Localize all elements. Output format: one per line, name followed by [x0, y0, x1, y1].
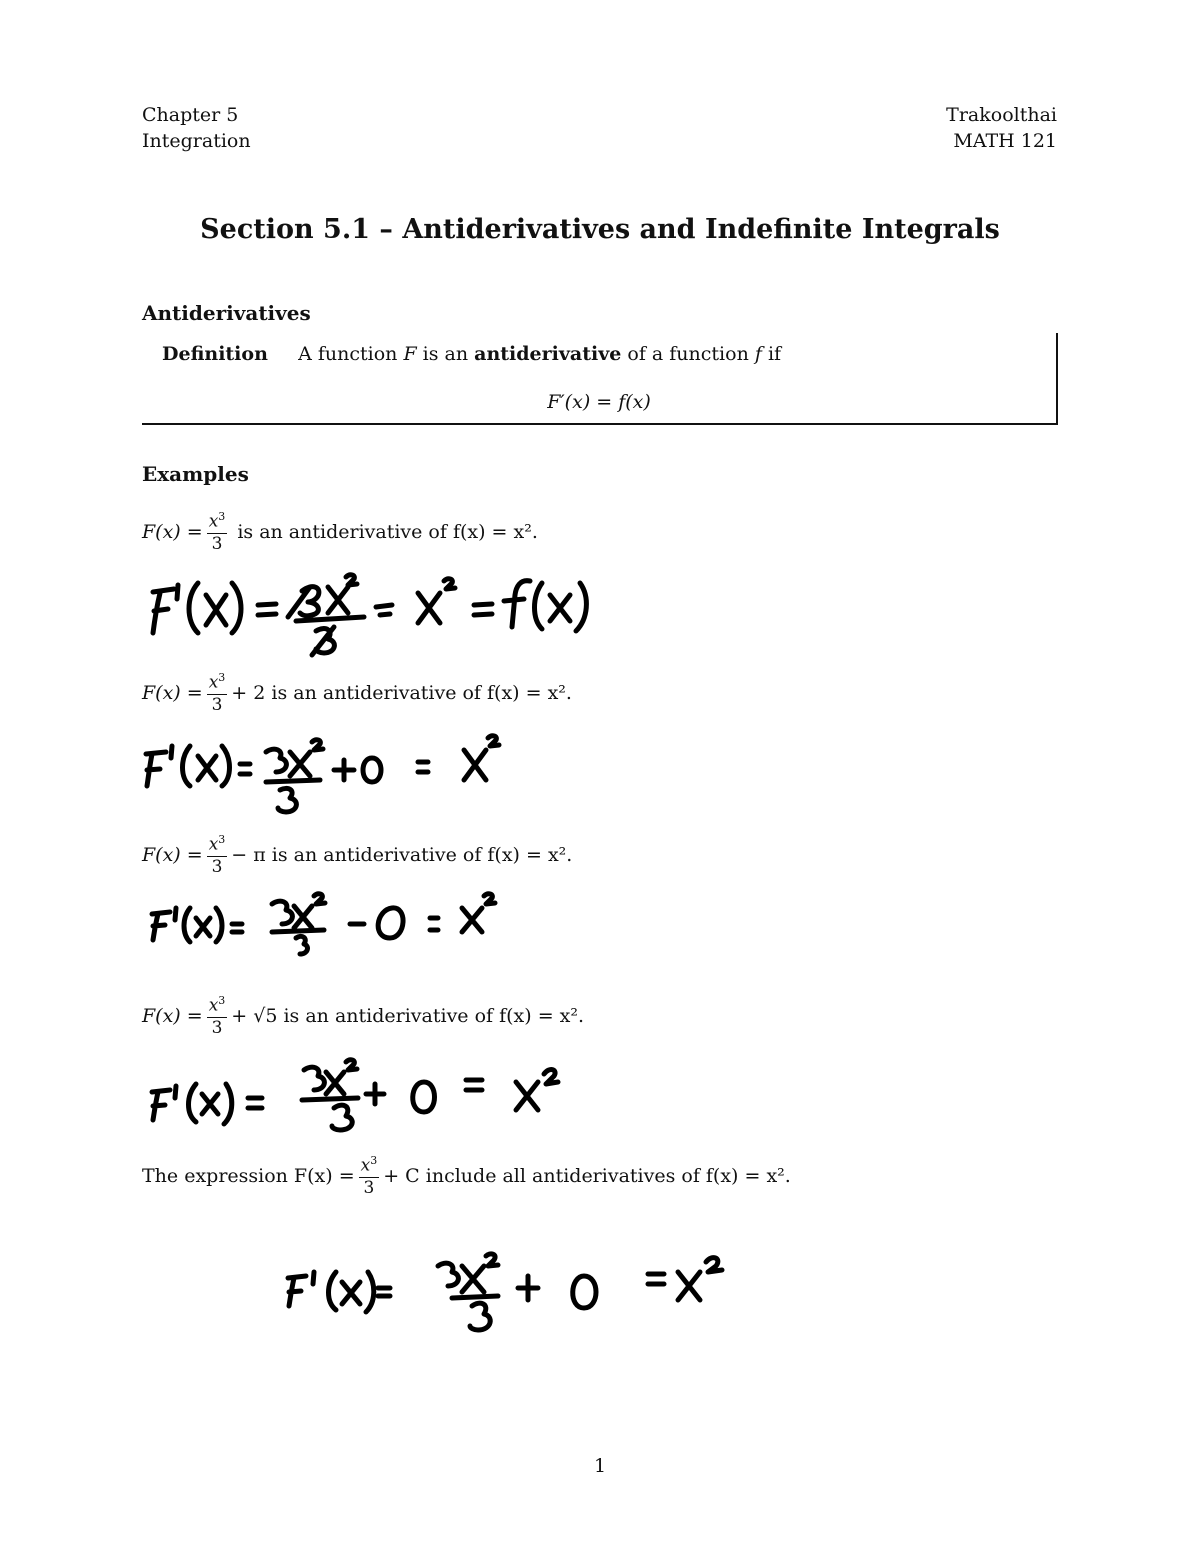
example-2-fraction: [207, 672, 228, 714]
definition-text-mid: is an: [416, 343, 475, 365]
definition-box: [142, 333, 1058, 425]
definition-statement: [162, 343, 781, 365]
example-3-den: 3: [211, 856, 223, 877]
general-exp: 3: [370, 1154, 378, 1167]
example-1-den: 3: [211, 533, 223, 554]
example-3-fraction: [207, 834, 228, 876]
example-1-rest: is an antiderivative of f(x) = x².: [237, 520, 538, 543]
example-3: [142, 834, 572, 876]
definition-var-F: F: [403, 343, 417, 365]
definition-text-before: A function: [298, 343, 404, 365]
example-2-lhs: F(x) =: [142, 681, 203, 704]
section-heading: Antiderivatives: [142, 301, 311, 325]
page-title: Section 5.1 – Antiderivatives and Indefinite Integrals: [200, 214, 1000, 245]
example-4-exp: 3: [218, 994, 226, 1007]
general-before: The expression F(x) =: [142, 1164, 355, 1187]
course-code: MATH 121: [953, 130, 1057, 152]
general-num: x: [360, 1155, 371, 1176]
handwritten-derivative-3: [146, 890, 516, 960]
general-den: 3: [363, 1177, 375, 1198]
example-2-den: 3: [211, 694, 223, 715]
chapter-topic: Integration: [142, 130, 251, 152]
author-name: Trakoolthai: [946, 104, 1057, 126]
example-1-exp: 3: [218, 510, 226, 523]
example-2-num: x: [208, 672, 219, 693]
definition-formula: F′(x) = f(x): [547, 391, 651, 413]
definition-text-after: of a function: [621, 343, 755, 365]
example-4-extra: + √5: [231, 1004, 278, 1027]
example-1-lhs: F(x) =: [142, 520, 203, 543]
example-3-rest: is an antiderivative of f(x) = x².: [271, 843, 573, 866]
example-2-exp: 3: [218, 671, 226, 684]
example-3-lhs: F(x) =: [142, 843, 203, 866]
example-3-extra: − π: [231, 843, 266, 866]
general-rest: include all antiderivatives of f(x) = x².: [425, 1164, 791, 1187]
handwritten-derivative-4: [146, 1060, 566, 1140]
example-1-num: x: [208, 511, 219, 532]
example-3-exp: 3: [218, 833, 226, 846]
page-number: 1: [593, 1455, 607, 1477]
general-extra: + C: [383, 1164, 420, 1187]
example-1-fraction: [207, 511, 228, 553]
examples-heading: Examples: [142, 462, 249, 486]
handwritten-derivative-1: [140, 565, 620, 660]
example-4-num: x: [208, 995, 219, 1016]
definition-label: Definition: [162, 343, 268, 365]
definition-var-f: f: [754, 343, 762, 365]
definition-term: antiderivative: [474, 343, 622, 365]
example-4-fraction: [207, 995, 228, 1037]
example-4: [142, 995, 584, 1037]
example-2-extra: + 2: [231, 681, 266, 704]
example-1: [142, 511, 538, 553]
example-3-num: x: [208, 834, 219, 855]
example-2: [142, 672, 572, 714]
chapter-label: Chapter 5: [142, 104, 239, 126]
definition-text-end: if: [761, 343, 782, 365]
example-2-rest: is an antiderivative of f(x) = x².: [271, 681, 572, 704]
general-statement: [142, 1155, 791, 1197]
handwritten-derivative-2: [138, 730, 498, 820]
example-4-rest: is an antiderivative of f(x) = x².: [283, 1004, 585, 1027]
example-4-den: 3: [211, 1017, 223, 1038]
general-fraction: [359, 1155, 380, 1197]
handwritten-derivative-5: [280, 1250, 750, 1340]
example-4-lhs: F(x) =: [142, 1004, 203, 1027]
